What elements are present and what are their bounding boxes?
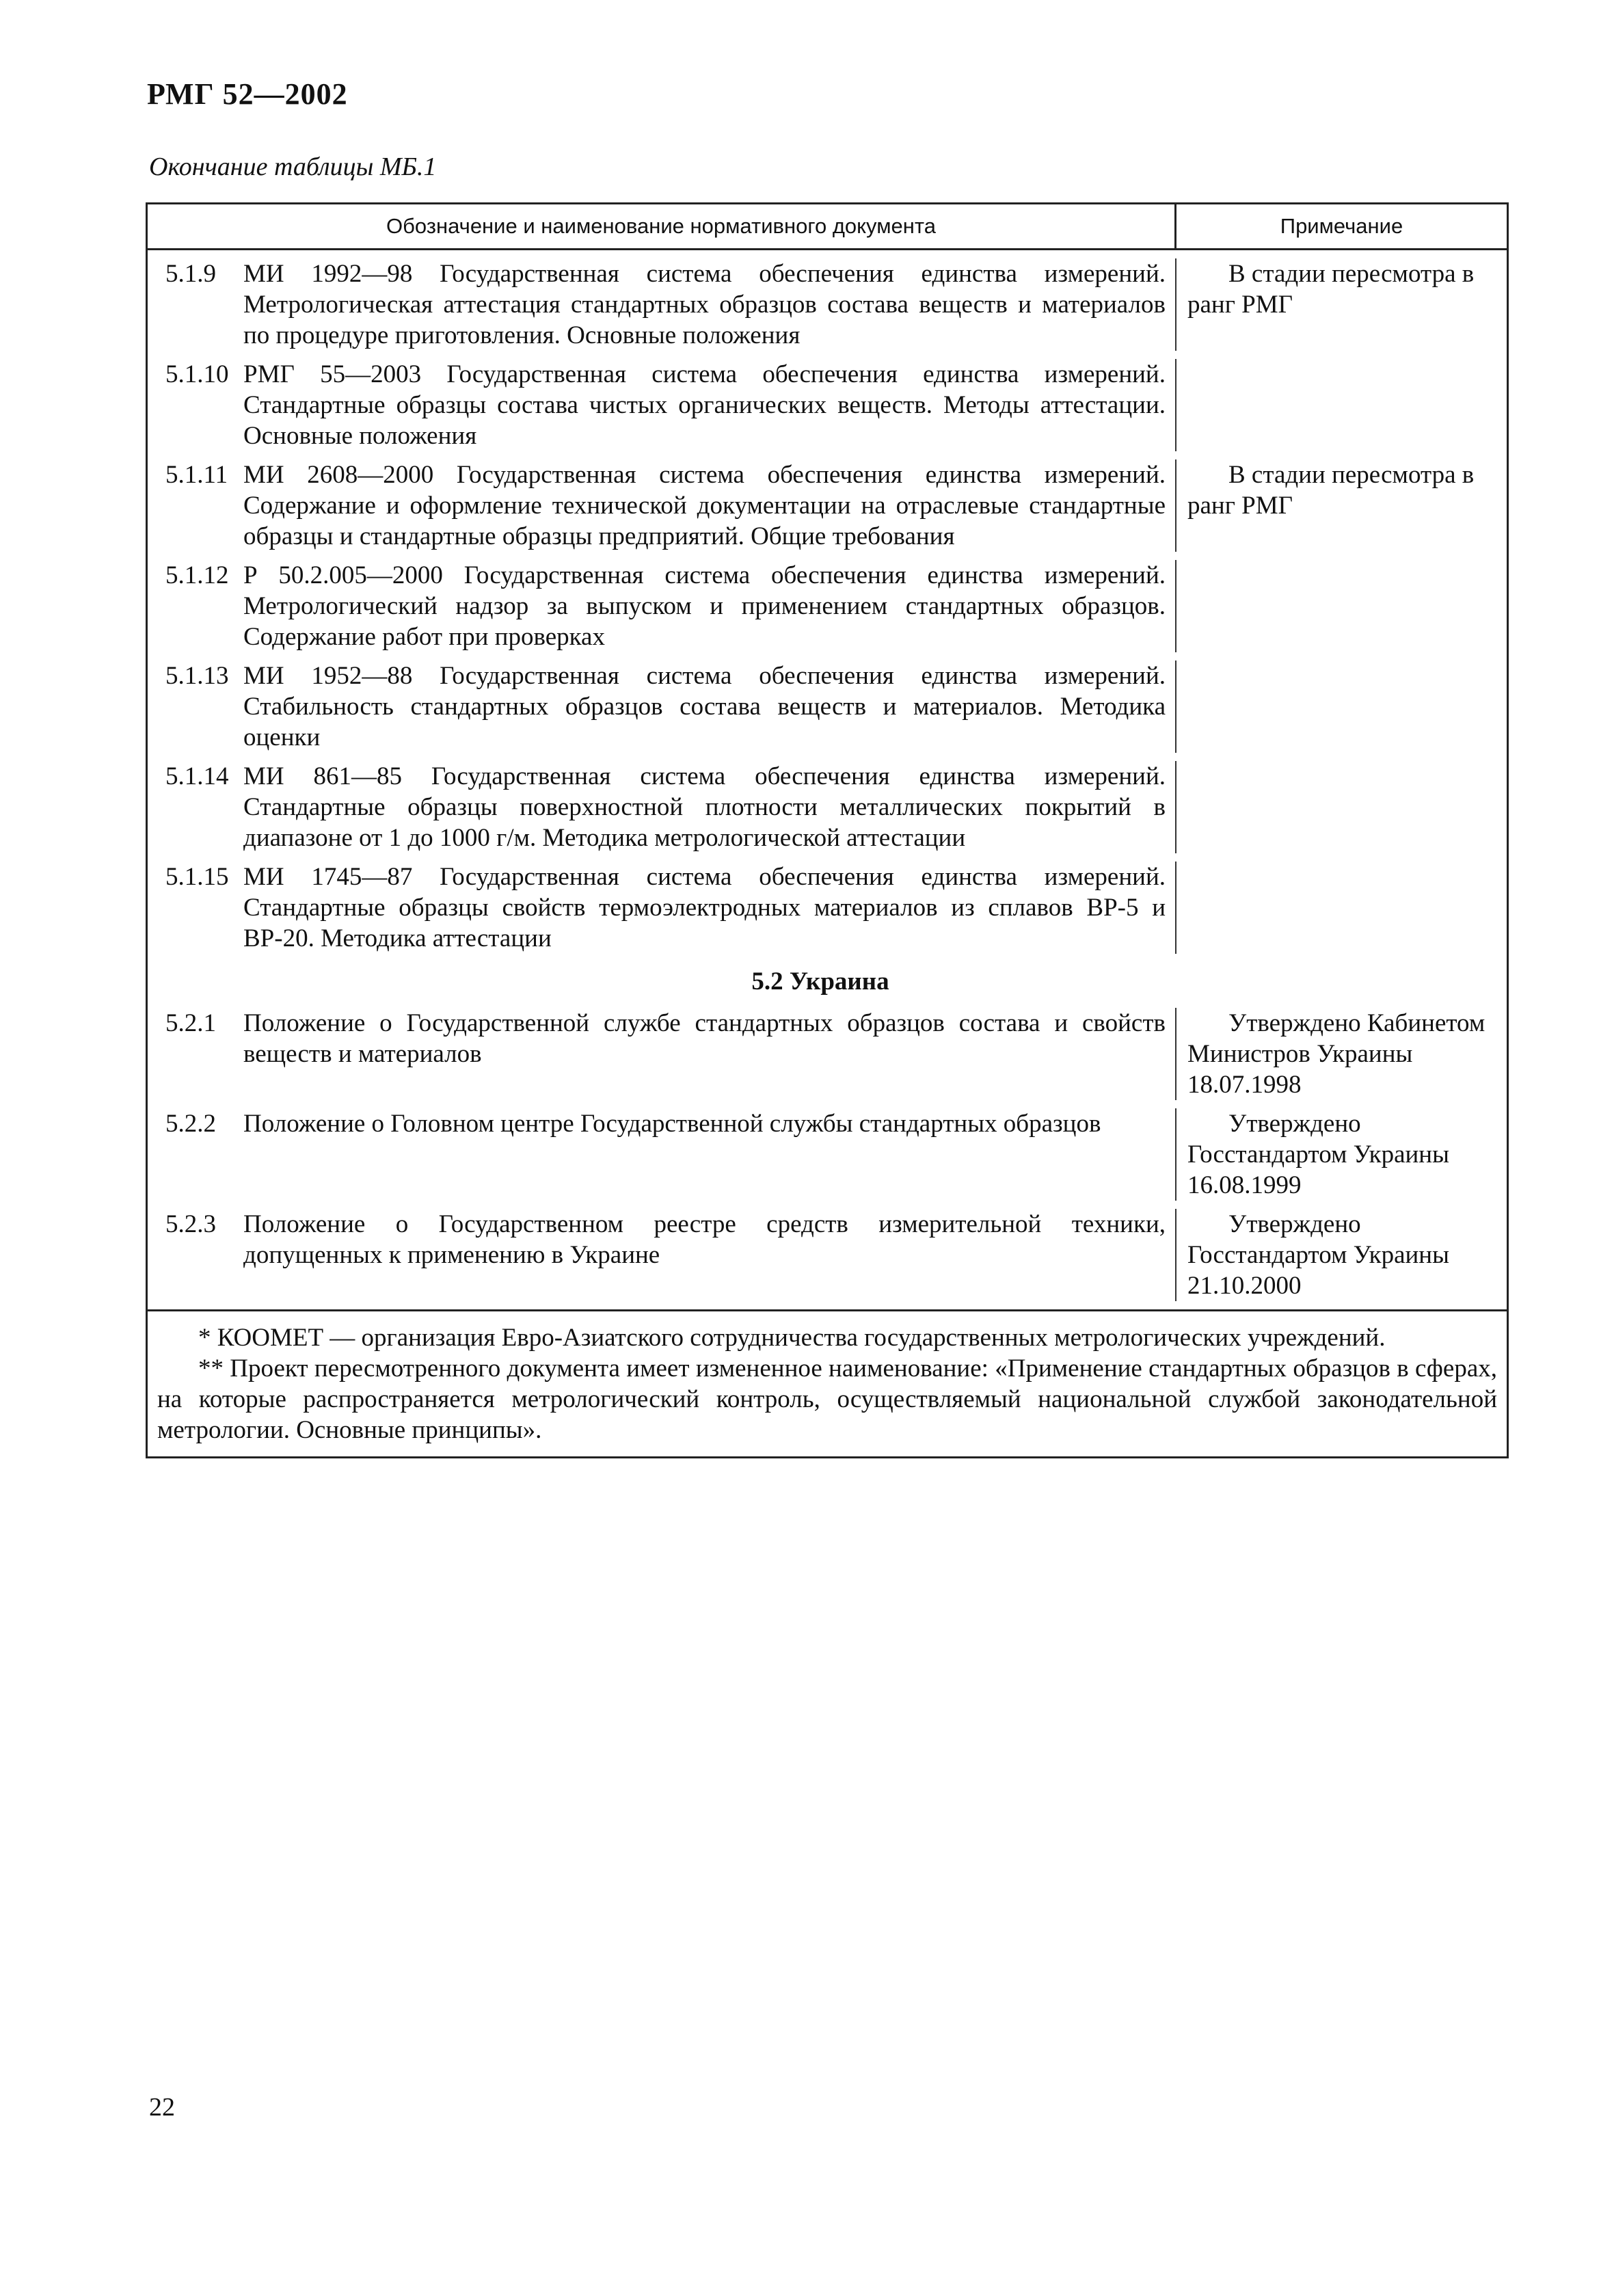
row-text: МИ 1745—87 Государственная система обеспечения единства измерений. Стандартные образцы свойств термоэлектродных материалов из сплавов ВР-5 и ВР-20. Методика аттестации	[243, 862, 1176, 954]
footnote-koomet: * КООМЕТ — организация Евро-Азиатского сотрудничества государственных метрологических учреждений.	[198, 1324, 1386, 1352]
row-note: В стадии пересмотра в ранг РМГ	[1187, 461, 1475, 520]
row-note	[1176, 862, 1507, 954]
table-caption: Окончание таблицы МБ.1	[149, 152, 437, 181]
row-number: 5.2.1	[165, 1009, 216, 1037]
table-row	[148, 1008, 1507, 1100]
reference-table	[146, 202, 1509, 1458]
document-code: РМГ 52—2002	[147, 77, 348, 111]
table-row	[148, 761, 1507, 853]
footnote-revised-title: ** Проект пересмотренного документа имеет измененное наименование: «Применение стандартных образцов в сферах, на которые распространяется метрологический контроль, осуществляемый национальной службой законодательной метрологии. Основные принципы».	[157, 1354, 1497, 1444]
row-text: Положение о Государственной службе стандартных образцов состава и свойств веществ и материалов	[243, 1008, 1176, 1100]
row-number: 5.2.3	[165, 1210, 216, 1238]
column-header-note: Примечание	[1280, 214, 1403, 238]
table-row	[148, 560, 1507, 652]
row-text: Положение о Государственном реестре средств измерительной техники, допущенных к применению в Украине	[243, 1209, 1176, 1301]
row-note	[1176, 660, 1507, 753]
table-row	[148, 258, 1507, 351]
footnotes	[148, 1309, 1507, 1456]
table-row	[148, 862, 1507, 954]
row-number: 5.1.9	[165, 260, 216, 288]
row-note: Утверждено Госстандартом Украины 21.10.2000	[1187, 1210, 1449, 1300]
table-body	[148, 250, 1507, 1301]
table-row	[148, 1209, 1507, 1301]
row-note: Утверждено Госстандартом Украины 16.08.1999	[1187, 1110, 1449, 1199]
row-number: 5.1.15	[165, 863, 229, 891]
row-text: МИ 2608—2000 Государственная система обеспечения единства измерений. Содержание и оформление технической документации на отраслевые стандартные образцы и стандартные образцы предприятий. Общие требования	[243, 459, 1176, 552]
row-text: МИ 861—85 Государственная система обеспечения единства измерений. Стандартные образцы поверхностной плотности металлических покрытий в диапазоне от 1 до 1000 г/м. Методика метрологической аттестации	[243, 761, 1176, 853]
row-number: 5.1.11	[165, 461, 228, 489]
row-text: Положение о Головном центре Государственной службы стандартных образцов	[243, 1108, 1176, 1201]
page-number: 22	[149, 2093, 175, 2122]
row-note	[1176, 359, 1507, 451]
row-note	[1176, 761, 1507, 853]
row-number: 5.1.13	[165, 662, 229, 690]
row-note: В стадии пересмотра в ранг РМГ	[1187, 260, 1475, 319]
table-row	[148, 1108, 1507, 1201]
row-number: 5.1.12	[165, 561, 229, 589]
table-header	[148, 204, 1507, 250]
table-row	[148, 459, 1507, 552]
row-text: Р 50.2.005—2000 Государственная система обеспечения единства измерений. Метрологический надзор за выпуском и применением стандартных образцов. Содержание работ при проверках	[243, 560, 1176, 652]
row-number: 5.1.10	[165, 360, 229, 388]
column-header-document: Обозначение и наименование нормативного документа	[148, 204, 1176, 248]
section-heading-ukraine: 5.2 Украина	[751, 967, 889, 996]
table-row	[148, 660, 1507, 753]
table-row	[148, 359, 1507, 451]
row-text: РМГ 55—2003 Государственная система обеспечения единства измерений. Стандартные образцы состава чистых органических веществ. Методы аттестации. Основные положения	[243, 359, 1176, 451]
row-note: Утверждено Кабинетом Министров Украины 18.07.1998	[1187, 1009, 1485, 1099]
row-note	[1176, 560, 1507, 652]
row-text: МИ 1992—98 Государственная система обеспечения единства измерений. Метрологическая аттестация стандартных образцов состава веществ и материалов по процедуре приготовления. Основные положения	[243, 258, 1176, 351]
row-text: МИ 1952—88 Государственная система обеспечения единства измерений. Стабильность стандартных образцов состава веществ и материалов. Методика оценки	[243, 660, 1176, 753]
row-number: 5.1.14	[165, 762, 229, 790]
row-number: 5.2.2	[165, 1110, 216, 1138]
